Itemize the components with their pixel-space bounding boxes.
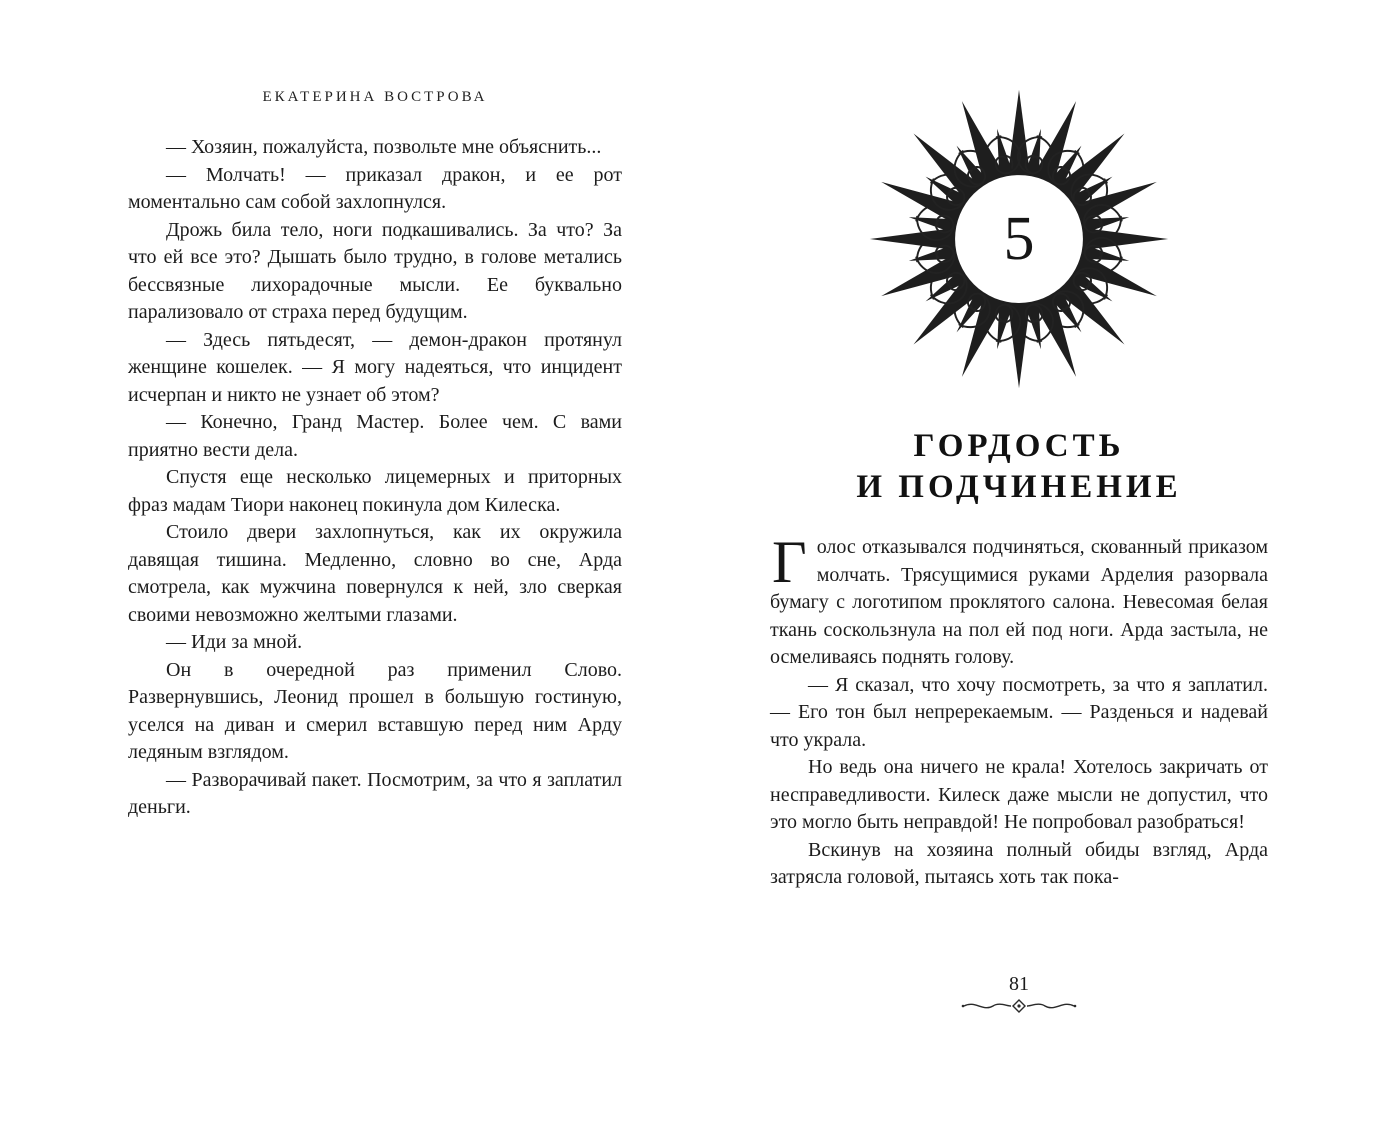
paragraph: — Здесь пятьдесят, — демон-дракон протянул женщине кошелек. — Я могу надеяться, что инцидент исчерпан и никто не узнает об этом?	[128, 328, 622, 406]
left-body-text	[128, 134, 622, 822]
chapter-ornament	[864, 84, 1174, 394]
paragraph: — Конечно, Гранд Мастер. Более чем. С вами приятно вести дела.	[128, 411, 622, 461]
paragraph: Спустя еще несколько лицемерных и приторных фраз мадам Тиори наконец покинула дом Килеска.	[128, 466, 622, 516]
paragraph: — Молчать! — приказал дракон, и ее рот моментально сам собой захлопнулся.	[128, 163, 622, 213]
chapter-title	[770, 426, 1268, 508]
paragraph: — Разворачивай пакет. Посмотрим, за что я заплатил деньги.	[128, 768, 622, 818]
right-page	[770, 84, 1268, 892]
page-number: 81	[1009, 973, 1029, 995]
paragraph: Дрожь била тело, ноги подкашивались. За что? За что ей все это? Дышать было трудно, в голове метались бессвязные лихорадочные мысли. Ее буквально парализовало от страха перед будущим.	[128, 218, 622, 323]
flourish-divider-icon	[959, 998, 1079, 1014]
page-footer	[770, 972, 1268, 1014]
sun-ornament-icon	[864, 84, 1174, 394]
right-body-text	[770, 529, 1268, 892]
paragraph: Стоило двери захлопнуться, как их окружила давящая тишина. Медленно, словно во сне, Арда смотрела, как мужчина повернулся к ней, зло сверкая своими невозможно желтыми глазами.	[128, 521, 622, 626]
paragraph	[770, 529, 1268, 672]
paragraph: — Иди за мной.	[166, 631, 303, 653]
chapter-title-line2: И ПОДЧИНЕНИЕ	[856, 469, 1182, 505]
paragraph: Но ведь она ничего не крала! Хотелось закричать от несправедливости. Килеск даже мысли не допустил, что это могло быть неправдой! Не попробовал разобраться!	[770, 756, 1268, 833]
paragraph: — Я сказал, что хочу посмотреть, за что я заплатил. — Его тон был непререкаемым. — Разденься и надевай что украла.	[770, 673, 1268, 751]
chapter-title-line1: ГОРДОСТЬ	[913, 428, 1125, 464]
running-header: ЕКАТЕРИНА ВОСТРОВА	[262, 89, 488, 105]
drop-cap: Г	[772, 529, 807, 595]
paragraph: — Хозяин, пожалуйста, позвольте мне объяснить...	[166, 136, 602, 158]
chapter-number: 5	[1003, 204, 1035, 273]
paragraph-text: олос отказывался подчиняться, скованный приказом молчать. Трясущимися руками Арделия разорвала бумагу с логотипом проклятого салона. Невесомая белая ткань соскользнула на пол ей под ноги. Арда застыла, не осмеливаясь поднять голову.	[770, 536, 1268, 668]
paragraph: Он в очередной раз применил Слово. Развернувшись, Леонид прошел в большую гостиную, уселся на диван и смерил вставшую перед ним Арду ледяным взглядом.	[128, 658, 622, 763]
paragraph: Вскинув на хозяина полный обиды взгляд, Арда затрясла головой, пытаясь хоть так пока-	[770, 838, 1268, 888]
left-page	[128, 88, 622, 822]
